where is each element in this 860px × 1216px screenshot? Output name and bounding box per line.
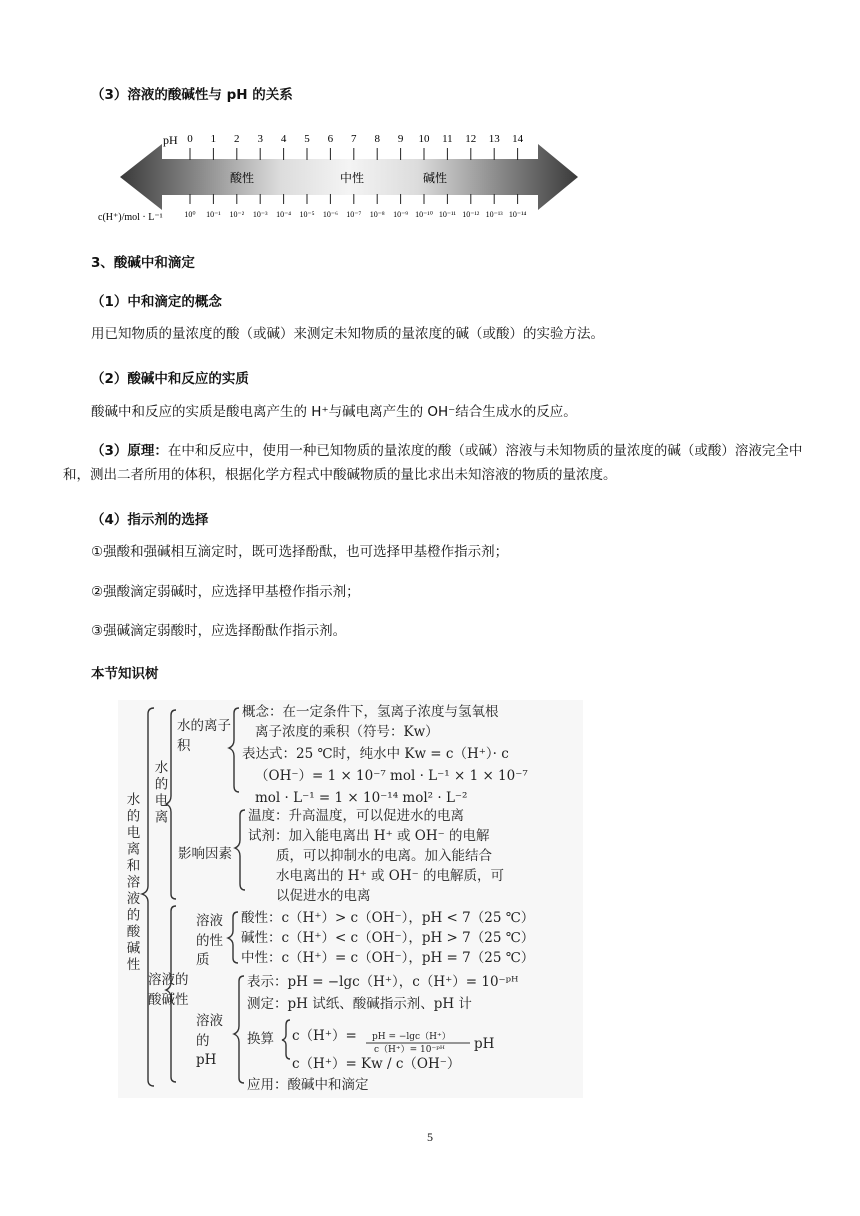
ph-tick-label: 5: [304, 133, 310, 145]
neutral-label: 中性: [340, 171, 365, 185]
conc-tick-label: 10⁻⁴: [276, 210, 292, 219]
base-label: 碱性: [423, 171, 448, 185]
conc-tick-label: 10⁻⁵: [299, 210, 315, 219]
indicator-item-1: ①强酸和强碱相互滴定时，既可选择酚酞，也可选择甲基橙作指示剂；: [91, 544, 509, 560]
concept-line-1: 概念：在一定条件下，氢离子浓度与氢氧根: [242, 704, 499, 720]
branch-solution-nature: 溶液的性质: [196, 913, 223, 969]
ph-tick-label: 14: [512, 133, 524, 145]
acidic-line: 酸性：c（H⁺）> c（OH⁻），pH < 7（25 ℃）: [241, 910, 535, 926]
conc-tick-label: 10⁻⁷: [346, 210, 362, 219]
reagent-line-1: 试剂：加入能电离出 H⁺ 或 OH⁻ 的电解: [248, 828, 490, 844]
ph-axis-label: pH: [163, 133, 178, 147]
ph-tick-label: 8: [374, 133, 380, 145]
ph-tick-label: 11: [442, 133, 453, 145]
principle-text: 在中和反应中，使用一种已知物质的量浓度的酸（或碱）溶液与未知物质的量浓度的碱（或酸）溶液完全中和，测出二者所用的体积，根据化学方程式中酸碱物质的量比求出未知溶液的物质的量浓度。: [63, 443, 803, 483]
ph-scale-figure: [98, 122, 590, 223]
neutral-line: 中性：c（H⁺）= c（OH⁻），pH = 7（25 ℃）: [241, 950, 535, 966]
conc-tick-label: 10⁻¹: [206, 210, 221, 219]
concept-text: 用已知物质的量浓度的酸（或碱）来测定未知物质的量浓度的碱（或酸）的实验方法。: [91, 326, 604, 342]
ph-tick-label: 0: [187, 133, 193, 145]
indicator-item-2: ②强酸滴定弱碱时，应选择甲基橙作指示剂；: [91, 584, 360, 600]
conc-axis-label: c(H⁺)/mol · L⁻¹: [98, 212, 163, 223]
ph-tick-label: 3: [257, 133, 263, 145]
concept-line-2: 离子浓度的乘积（符号：Kw）: [255, 724, 439, 740]
page-number: 5: [427, 1130, 433, 1144]
principle-label: （3）原理：: [91, 443, 168, 459]
conc-tick-label: 10⁰: [184, 210, 196, 219]
conc-tick-label: 10⁻¹⁰: [415, 210, 433, 219]
fraction-denominator: c（H⁺）= 10⁻ᵖᴴ: [374, 1045, 445, 1055]
expression-line-2: （OH⁻）= 1 × 10⁻⁷ mol · L⁻¹ × 1 × 10⁻⁷: [255, 768, 528, 784]
ph-tick-label: 9: [397, 133, 404, 145]
temperature-line: 温度：升高温度，可以促进水的电离: [248, 808, 464, 824]
branch-solution-acidity: 溶液的酸碱性: [148, 972, 189, 1009]
conc-tick-label: 10⁻³: [252, 210, 268, 219]
branch-influence-factors: 影响因素: [178, 846, 232, 862]
principle-paragraph: [63, 440, 805, 487]
basic-line: 碱性：c（H⁺）< c（OH⁻），pH > 7（25 ℃）: [241, 930, 535, 946]
representation-line: 表示：pH = −lgc（H⁺），c（H⁺）= 10⁻ᵖᴴ: [247, 974, 519, 990]
ph-tick-label: 2: [234, 133, 240, 145]
conc-tick-label: 10⁻⁶: [322, 210, 338, 219]
reagent-line-3: 水电离出的 H⁺ 或 OH⁻ 的电解质，可: [276, 868, 505, 884]
tree-root: 水的电离和溶液的酸碱性: [123, 792, 140, 974]
ph-tick-label: 13: [488, 133, 500, 145]
conc-tick-label: 10⁻⁹: [393, 210, 409, 219]
essence-text: 酸碱中和反应的实质是酸电离产生的 H⁺与碱电离产生的 OH⁻结合生成水的反应。: [91, 404, 577, 420]
branch-ion-product: 水的离子积: [177, 718, 231, 755]
ph-tick-label: 1: [210, 133, 217, 145]
sub-title-essence: （2）酸碱中和反应的实质: [91, 371, 249, 387]
conc-tick-label: 10⁻¹²: [462, 210, 480, 219]
expression-line-1: 表达式：25 ℃时，纯水中 Kw = c（H⁺）· c: [242, 746, 509, 762]
sub-title-concept: （1）中和滴定的概念: [91, 294, 222, 310]
conc-tick-label: 10⁻¹¹: [438, 210, 456, 219]
expression-line-3: mol · L⁻¹ = 1 × 10⁻¹⁴ mol² · L⁻²: [255, 790, 468, 806]
ph-tick-label: 10: [418, 133, 430, 145]
application-line: 应用：酸碱中和滴定: [247, 1077, 369, 1093]
reagent-line-4: 以促进水的电离: [276, 888, 371, 904]
fraction-right: pH: [474, 1036, 495, 1052]
conversion-bottom: c（H⁺）= Kw / c（OH⁻）: [292, 1056, 461, 1072]
knowledge-tree: [118, 700, 583, 1098]
indicator-item-3: ③强碱滴定弱酸时，应选择酚酞作指示剂。: [91, 623, 347, 639]
section-title-titration: 3、酸碱中和滴定: [91, 255, 195, 271]
conc-tick-label: 10⁻²: [229, 210, 245, 219]
ph-tick-label: 7: [351, 133, 357, 145]
ph-tick-label: 4: [280, 133, 287, 145]
reagent-line-2: 质，可以抑制水的电离。加入能结合: [276, 848, 492, 864]
section-heading-ph: （3）溶液的酸碱性与 pH 的关系: [91, 87, 293, 103]
branch-solution-ph: 溶液的 pH: [196, 1013, 223, 1069]
sub-title-indicator: （4）指示剂的选择: [91, 512, 209, 528]
acid-label: 酸性: [230, 171, 255, 185]
ph-tick-label: 6: [327, 133, 334, 145]
conversion-label: 换算: [247, 1031, 274, 1047]
conc-tick-label: 10⁻⁸: [369, 210, 385, 219]
branch-water-ionization: 水的电离: [151, 760, 168, 826]
conc-tick-label: 10⁻¹³: [485, 210, 503, 219]
fraction-numerator: pH = −lgc（H⁺）: [372, 1032, 451, 1042]
conversion-top-left: c（H⁺）=: [292, 1028, 357, 1044]
knowledge-tree-title: 本节知识树: [91, 666, 159, 682]
measurement-line: 测定：pH 试纸、酸碱指示剂、pH 计: [247, 996, 472, 1012]
conc-tick-label: 10⁻¹⁴: [508, 210, 527, 219]
ph-tick-label: 12: [465, 133, 477, 145]
